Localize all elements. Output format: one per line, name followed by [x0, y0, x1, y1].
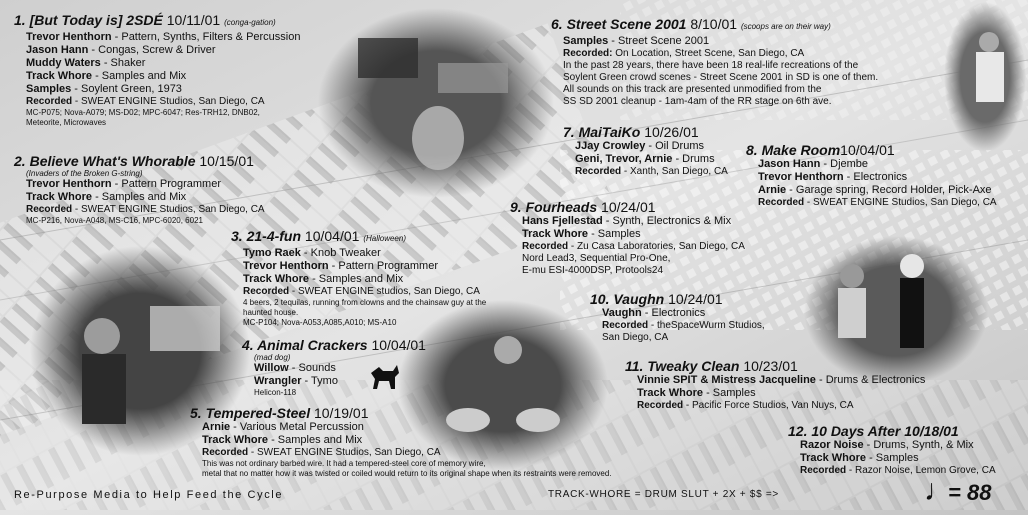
track-description: San Diego, CA — [602, 332, 669, 343]
track-description: metal that no matter how it was twisted or coiled would return to its original shape when its restraints were removed. — [202, 469, 612, 478]
track-5: 5. Tempered-Steel 10/19/01 Arnie - Various Metal Percussion Track Whore - Samples and Mix Recorded - SWEAT ENGINE Studios, San Diego, CA This was not ordinary barbed wire. It had a tempered-steel core of memory wire, metal that no matter how it was twisted or coiled would return to its original shape when its restraints were removed. — [190, 405, 710, 479]
track-note: (scoops are on their way) — [740, 22, 831, 31]
credit-row: Recorded - Pacific Force Studios, Van Nuys, CA — [637, 400, 854, 411]
credit-row: Razor Noise - Drums, Synth, & Mix — [800, 439, 974, 451]
track-11: 11. Tweaky Clean 10/23/01 Vinnie SPIT & Mistress Jacqueline - Drums & Electronics Track Whore - Samples Recorded - Pacific Force Studios, Van Nuys, CA — [625, 358, 965, 412]
track-title: [But Today is] 2SDÉ — [29, 12, 163, 28]
track-description: In the past 28 years, there have been 18 real-life recreations of the — [563, 60, 859, 71]
gear-list: Helicon-118 — [254, 388, 297, 397]
gear-list: MC-P104; Nova-A053,A085,A010; MS-A10 — [243, 318, 397, 327]
track-3: 3. 21-4-fun 10/04/01 (Halloween) Tymo Raek - Knob Tweaker Trevor Henthorn - Pattern Programmer Track Whore - Samples and Mix Recorded - SWEAT ENGINE studios, San Diego, CA 4 beers, 2 tequilas, running from clowns and the chainsaw guy at the haunted house. MC-P104; Nova-A053,A085,A010; MS-A10 — [231, 228, 531, 328]
track-9: 9. Fourheads 10/24/01 Hans Fjellestad - Synth, Electronics & Mix Track Whore - Samples Recorded - Zu Casa Laboratories, San Diego, CA Nord Lead3, Sequential Pro-One, E-mu ESI-4000DSP, Protools24 — [510, 199, 790, 277]
credit-row: Arnie - Various Metal Percussion — [202, 421, 364, 433]
credit-row: Wrangler - Tymo — [254, 375, 338, 387]
credit-row: Trevor Henthorn - Pattern Programmer — [243, 260, 438, 272]
credit-row: Jason Hann - Djembe — [758, 158, 869, 170]
credit-row: Recorded - SWEAT ENGINE Studios, San Diego, CA — [26, 204, 265, 215]
credit-row: Samples - Soylent Green, 1973 — [26, 83, 182, 95]
track-6: 6. Street Scene 2001 8/10/01 (scoops are on their way) Samples - Street Scene 2001 Recorded: On Location, Street Scene, San Diego, CA In the past 28 years, there have been 18 real-life recreations of the Soylent Green crowd scenes - Street Scene 2001 in SD is one of them. All sounds on this track are presented unmodified from the SS SD 2001 cleanup - 1am-4am of the RR stage on 6th ave. — [551, 16, 931, 108]
track-4: 4. Animal Crackers 10/04/01 (mad dog) Willow - Sounds Wrangler - Tymo Helicon-118 — [242, 337, 462, 398]
track-description: SS SD 2001 cleanup - 1am-4am of the RR stage on 6th ave. — [563, 96, 832, 107]
track-title: MaiTaiKo — [578, 124, 641, 140]
credit-row: Recorded - SWEAT ENGINE Studios, San Diego, CA — [202, 447, 441, 458]
credit-row: Recorded - Zu Casa Laboratories, San Diego, CA — [522, 241, 745, 252]
track-description: 4 beers, 2 tequilas, running from clowns and the chainsaw guy at the — [243, 298, 487, 307]
credit-row: Willow - Sounds — [254, 362, 336, 374]
track-8: 8. Make Room10/04/01 Jason Hann - Djembe Trevor Henthorn - Electronics Arnie - Garage spring, Record Holder, Pick-Axe Recorded - SWEAT ENGINE Studios, San Diego, CA — [746, 142, 1026, 209]
credit-row: Jason Hann - Congas, Screw & Driver — [26, 44, 216, 56]
track-2: 2. Believe What's Whorable 10/15/01 (Invaders of the Broken G-string) Trevor Henthorn - Pattern Programmer Track Whore - Samples and Mix Recorded - SWEAT ENGINE Studios, San Diego, CA MC-P216, Nova-A048, MS-C16, MPC-6020, 6021 — [14, 153, 334, 226]
track-date: 10/04/01 — [371, 337, 426, 353]
credit-row: Recorded - Razor Noise, Lemon Grove, CA — [800, 465, 996, 476]
track-title: Animal Crackers — [257, 337, 368, 353]
track-description: This was not ordinary barbed wire. It had a tempered-steel core of memory wire, — [202, 459, 486, 468]
credit-row: Track Whore - Samples and Mix — [202, 434, 363, 446]
track-subtitle: (Invaders of the Broken G-string) — [26, 169, 143, 178]
track-date: 10/23/01 — [743, 358, 798, 374]
credit-row: Track Whore - Samples and Mix — [26, 70, 187, 82]
track-description: Soylent Green crowd scenes - Street Scene 2001 in SD is one of them. — [563, 72, 879, 83]
gear-list: E-mu ESI-4000DSP, Protools24 — [522, 265, 664, 276]
credit-row: Track Whore - Samples and Mix — [26, 191, 187, 203]
credit-row: Track Whore - Samples — [800, 452, 919, 464]
credit-row: Recorded: On Location, Street Scene, San Diego, CA — [563, 48, 805, 59]
track-title: Tweaky Clean — [647, 358, 740, 374]
quarter-note-icon: ♩ — [924, 474, 954, 507]
credit-row: Trevor Henthorn - Electronics — [758, 171, 908, 183]
credit-row: Muddy Waters - Shaker — [26, 57, 146, 69]
credit-row: Vinnie SPIT & Mistress Jacqueline - Drums & Electronics — [637, 374, 926, 386]
credit-row: Recorded - SWEAT ENGINE Studios, San Diego, CA — [758, 197, 997, 208]
credit-row: Arnie - Garage spring, Record Holder, Pick-Axe — [758, 184, 992, 196]
credit-row: Trevor Henthorn - Pattern Programmer — [26, 178, 221, 190]
credit-row: Track Whore - Samples and Mix — [243, 273, 404, 285]
track-date: 10/11/01 — [166, 12, 221, 28]
track-title: Vaughn — [613, 291, 665, 307]
djembe-photo — [944, 2, 1026, 152]
track-note: (conga-gation) — [224, 18, 276, 27]
track-description: All sounds on this track are presented unmodified from the — [563, 84, 822, 95]
credit-row: Samples - Street Scene 2001 — [563, 35, 710, 47]
track-date: 10/15/01 — [199, 153, 254, 169]
track-title: Make Room — [761, 142, 841, 158]
footer-equation: TRACK-WHORE = DRUM SLUT + 2X + $$ => — [548, 489, 779, 500]
footer-slogan: Re-Purpose Media to Help Feed the Cycle — [14, 489, 284, 501]
credit-row: Hans Fjellestad - Synth, Electronics & Mix — [522, 215, 732, 227]
track-title: 10 Days After 10/18/01 — [811, 423, 959, 439]
track-date: 10/19/01 — [313, 405, 369, 421]
track-12: 12. 10 Days After 10/18/01 Razor Noise - Drums, Synth, & Mix Track Whore - Samples Recorded - Razor Noise, Lemon Grove, CA — [788, 423, 1026, 477]
track-date: 10/24/01 — [601, 199, 656, 215]
track-date: 8/10/01 — [690, 16, 738, 32]
credit-row: Recorded - Xanth, San Diego, CA — [575, 166, 728, 177]
gear-list: Meteorite, Microwaves — [26, 118, 107, 127]
track-description: haunted house. — [243, 308, 299, 317]
credit-row: Track Whore - Samples — [637, 387, 756, 399]
track-subtitle: (mad dog) — [254, 353, 291, 362]
credit-row: Trevor Henthorn - Pattern, Synths, Filters & Percussion — [26, 31, 301, 43]
track-title: Believe What's Whorable — [29, 153, 196, 169]
track-1: 1. [But Today is] 2SDÉ 10/11/01 (conga-gation) Trevor Henthorn - Pattern, Synths, Filters & Percussion Jason Hann - Congas, Screw & Driver Muddy Waters - Shaker Track Whore - Samples and Mix Samples - Soylent Green, 1973 Recorded - SWEAT ENGINE Studios, San Diego, CA MC-P075; Nova-A079; MS-D02; MPC-6047; Res-TRH12, DNB02, Meteorite, Microwaves — [14, 12, 344, 128]
credit-row: Vaughn - Electronics — [602, 307, 706, 319]
credit-row: Recorded - SWEAT ENGINE studios, San Diego, CA — [243, 286, 480, 297]
track-note: (Halloween) — [363, 234, 406, 243]
credit-row: Tymo Raek - Knob Tweaker — [243, 247, 381, 259]
credit-row: JJay Crowley - Oil Drums — [575, 140, 704, 152]
studio-photo-top — [318, 8, 554, 198]
credit-row: Geni, Trevor, Arnie - Drums — [575, 153, 715, 165]
gear-list: MC-P075; Nova-A079; MS-D02; MPC-6047; Res-TRH12, DNB02, — [26, 108, 260, 117]
gear-list: MC-P216, Nova-A048, MS-C16, MPC-6020, 6021 — [26, 216, 203, 225]
track-10: 10. Vaughn 10/24/01 Vaughn - Electronics Recorded - theSpaceWurm Studios, San Diego, CA — [590, 291, 810, 344]
track-date: 10/26/01 — [644, 124, 699, 140]
track-date: 10/24/01 — [668, 291, 723, 307]
gear-list: Nord Lead3, Sequential Pro-One, — [522, 253, 671, 264]
track-title: Fourheads — [525, 199, 598, 215]
credit-row: Recorded - SWEAT ENGINE Studios, San Diego, CA — [26, 96, 265, 107]
track-title: Tempered-Steel — [205, 405, 311, 421]
credit-row: Track Whore - Samples — [522, 228, 641, 240]
track-7: 7. MaiTaiKo 10/26/01 JJay Crowley - Oil Drums Geni, Trevor, Arnie - Drums Recorded - Xanth, San Diego, CA — [563, 124, 763, 178]
tempo-marking: = 88 — [948, 480, 992, 505]
track-title: 21-4-fun — [246, 228, 302, 244]
track-date: 10/04/01 — [304, 228, 360, 244]
track-date: 10/04/01 — [840, 142, 895, 158]
credit-row: Recorded - theSpaceWurm Studios, — [602, 320, 765, 331]
track-title: Street Scene 2001 — [566, 16, 687, 32]
